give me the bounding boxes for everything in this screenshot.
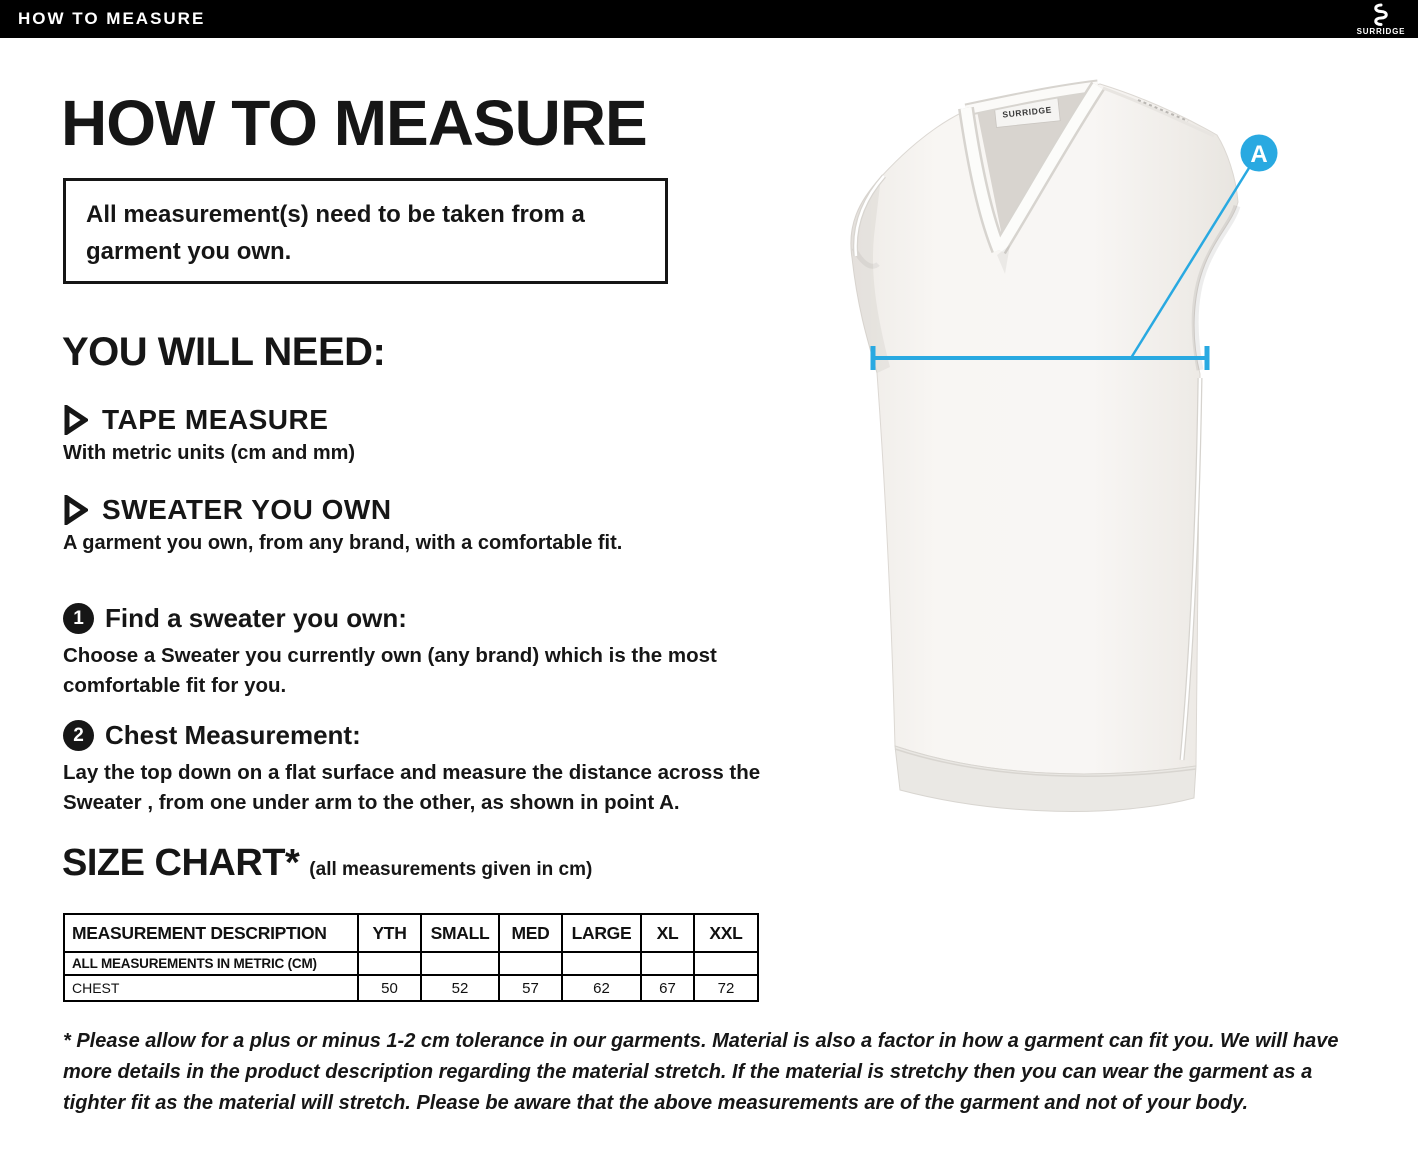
need-item-title: TAPE MEASURE [102,404,329,435]
size-table-column-header: MED [499,914,562,952]
surridge-logo-text: SURRIDGE [1356,27,1406,36]
size-table-cell [421,952,499,975]
play-triangle-icon [63,495,88,525]
size-table-row [64,975,758,1001]
step-description: Lay the top down on a flat surface and measure the distance across the Sweater , from one under arm to the other, as shown in point A. [63,761,761,814]
step-description: Choose a Sweater you currently own (any brand) which is the most comfortable fit for you. [63,644,717,697]
top-bar-title: HOW TO MEASURE [18,9,206,28]
size-table-cell: 62 [562,975,641,1001]
neck-label-text: SURRIDGE [1001,104,1053,120]
need-item-title: SWEATER YOU OWN [102,494,392,525]
step-number-badge: 2 [63,720,94,751]
size-table-cell [358,952,421,975]
measurement-marker-a [1241,135,1278,172]
size-table-cell [499,952,562,975]
notice-box [63,178,668,284]
size-table-row-label: CHEST [64,975,358,1001]
top-bar [0,0,1418,38]
need-item-sweater [63,494,622,555]
step-title: Chest Measurement: [105,720,361,750]
sweater-illustration [851,84,1238,811]
size-table-column-header: XXL [694,914,758,952]
size-table-column-header: MEASUREMENT DESCRIPTION [64,914,358,952]
need-item-tape-measure [63,404,355,465]
step-number-badge: 1 [63,603,94,634]
step-1 [63,603,763,701]
size-table-body [64,952,758,1001]
size-table-cell [641,952,694,975]
page-title: HOW TO MEASURE [61,87,647,159]
size-table-row [64,952,758,975]
sweater-diagram [848,78,1298,823]
marker-a-label: A [1250,141,1268,168]
size-table-header [64,914,758,952]
step-title: Find a sweater you own: [105,603,407,633]
size-table-cell: 52 [421,975,499,1001]
size-table-cell: 67 [641,975,694,1001]
surridge-s-mark-icon [1376,5,1387,25]
size-chart-subtitle: (all measurements given in cm) [309,859,593,880]
size-table-cell: 72 [694,975,758,1001]
step-2 [63,720,763,818]
footnote-text: * Please allow for a plus or minus 1-2 cm tolerance in our garments. Material is also a factor in how a garment can fit you. We will have more details in the product description regarding the material stretch. If the material is stretchy then you can wear the garment as a tighter fit as the material will stretch. Please be aware that the above measurements are of the garment and not of your body. [63,1030,1339,1114]
size-table-column-header: LARGE [562,914,641,952]
size-table-column-header: SMALL [421,914,499,952]
size-table [63,913,759,1002]
size-table-column-header: YTH [358,914,421,952]
size-table-cell [694,952,758,975]
size-chart-title: SIZE CHART* [62,842,300,884]
size-table-cell: 57 [499,975,562,1001]
size-chart-heading [62,842,592,885]
surridge-logo [1352,2,1410,41]
you-will-need-heading: YOU WILL NEED: [62,330,386,374]
size-table-column-header: XL [641,914,694,952]
play-triangle-icon [63,405,88,435]
need-item-description: With metric units (cm and mm) [63,442,356,464]
need-item-description: A garment you own, from any brand, with a comfortable fit. [63,532,623,554]
notice-text: All measurement(s) need to be taken from a garment you own. [86,201,585,265]
size-table-cell [562,952,641,975]
size-table-row-label: ALL MEASUREMENTS IN METRIC (CM) [64,952,358,975]
size-table-cell: 50 [358,975,421,1001]
